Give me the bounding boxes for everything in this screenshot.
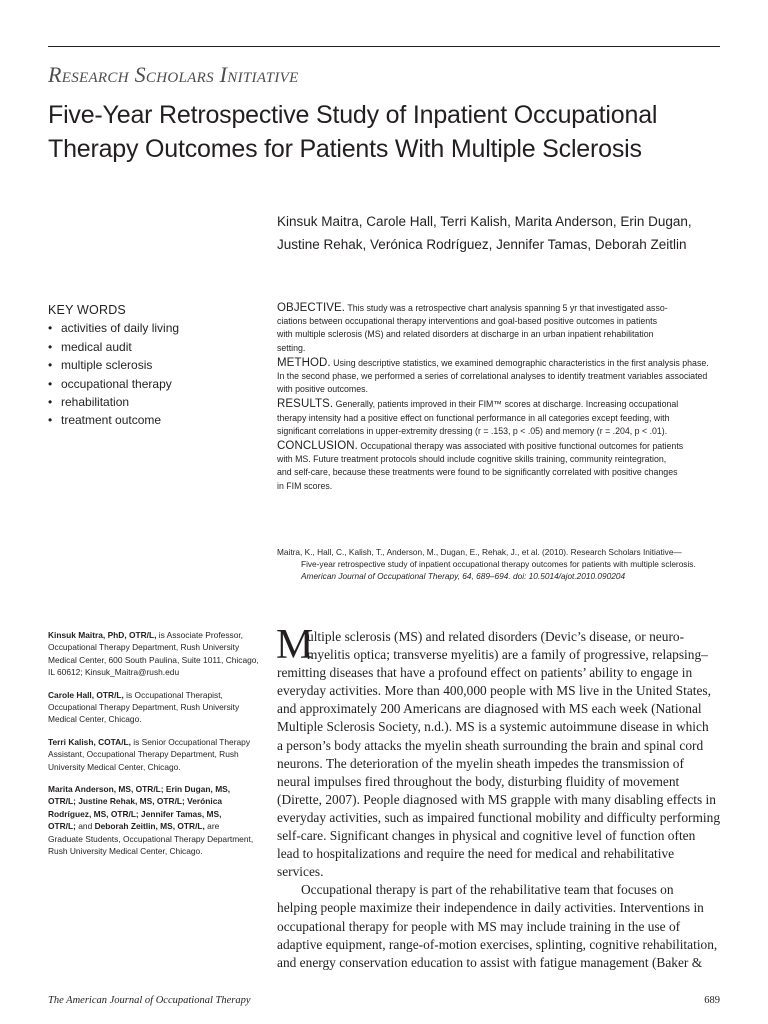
conclusion-text: Occupational therapy was associated with positive functional outcomes for patients — [357, 441, 684, 452]
affiliation-name: Kinsuk Maitra, PhD, OTR/L, — [48, 630, 157, 640]
affiliation-name: OTR/L; — [48, 821, 76, 832]
abstract-line: ciations between occupational therapy interventions and goal-based positive outcomes in patients — [277, 316, 657, 327]
abstract-results — [277, 398, 720, 438]
affiliation-hall — [48, 689, 276, 726]
keyword-item — [48, 411, 258, 429]
affiliation-text: is Occupational Therapist, — [123, 689, 223, 700]
affiliation-text: is Senior Occupational Therapy — [130, 736, 251, 747]
citation-line: American Journal of Occupational Therapy, 64, 689–694. doi: 10.5014/ajot.2010.090204 — [301, 571, 626, 582]
affiliation-line: University Medical Center, Chicago. — [48, 761, 181, 772]
abstract-line: with MS. Future treatment protocols should include cognitive skills training, community reintegration, — [277, 454, 667, 465]
abstract-line — [277, 302, 720, 315]
body-line: a person’s body attacks the myelin sheath surrounding the brain and spinal cord — [277, 737, 704, 753]
method-text: Using descriptive statistics, we examined demographic characteristics in the first analysis phase. — [330, 357, 709, 368]
author-line: Kinsuk Maitra, Carole Hall, Terri Kalish, Marita Anderson, Erin Dugan, — [277, 214, 692, 229]
body-line: neurons. The deterioration of the myelin sheath impedes the transmission of — [277, 755, 684, 771]
keyword-item — [48, 393, 258, 411]
method-lead: METHOD. — [277, 356, 331, 369]
affiliation-text: are — [204, 821, 220, 832]
body-line: services. — [277, 864, 324, 880]
keyword-item — [48, 338, 258, 356]
affiliation-line: IL 60612; Kinsuk_Maitra@rush.edu — [48, 667, 180, 678]
bullet-icon: • — [48, 358, 53, 373]
author-line: Justine Rehak, Verónica Rodríguez, Jennifer Tamas, Deborah Zeitlin — [277, 237, 687, 252]
footer-journal-name: The American Journal of Occupational Therapy — [48, 995, 251, 1006]
keyword-text: treatment outcome — [61, 413, 162, 428]
abstract-objective — [277, 302, 720, 355]
body-line: Occupational therapy is part of the rehabilitative team that focuses on — [301, 882, 674, 898]
abstract-line: in FIM scores. — [277, 480, 333, 491]
affiliation-line — [48, 629, 276, 641]
affiliation-line — [48, 808, 276, 820]
keywords-list — [48, 319, 258, 429]
affiliation-name: Rodríguez, MS, OTR/L; Jennifer Tamas, MS, — [48, 808, 222, 819]
author-list — [277, 210, 737, 256]
affiliation-and: and — [75, 821, 95, 832]
body-line: myelitis optica; transverse myelitis) are a family of progressive, relapsing– — [307, 647, 708, 663]
affiliation-name: Marita Anderson, MS, OTR/L; Erin Dugan, MS, — [48, 784, 231, 795]
affiliation-name: Deborah Zeitlin, MS, OTR/L, — [94, 821, 205, 832]
body-line: and approximately 200 Americans are diagnosed with MS each week (National — [277, 701, 702, 717]
body-line: lead to hospitalizations and require the need for medical and rehabilitative — [277, 846, 675, 862]
affiliation-line: Rush University Medical Center, Chicago. — [48, 846, 203, 857]
affiliation-text: is Associate Professor, — [156, 630, 244, 640]
affiliation-name: OTR/L; Justine Rehak, MS, OTR/L; Verónica — [48, 796, 223, 807]
body-text — [276, 622, 721, 972]
affiliation-line — [48, 689, 276, 701]
series-heading: Research Scholars Initiative — [48, 62, 299, 87]
keywords-box — [48, 301, 258, 430]
affiliation-line: Assistant, Occupational Therapy Department, Rush — [48, 749, 239, 760]
affiliation-line: Occupational Therapy Department, Rush University — [48, 702, 240, 713]
keyword-text: activities of daily living — [61, 321, 180, 336]
affiliation-maitra — [48, 629, 276, 679]
keyword-text: occupational therapy — [61, 376, 172, 391]
affiliation-line — [48, 783, 276, 795]
affiliation-name: Carole Hall, OTR/L, — [48, 689, 124, 700]
abstract-line: and self-care, because these treatments were found to be significantly correlated with positive changes — [277, 467, 678, 478]
affiliation-line — [48, 820, 276, 832]
abstract-method — [277, 357, 720, 397]
bullet-icon: • — [48, 339, 53, 354]
keyword-text: multiple sclerosis — [61, 358, 153, 373]
abstract-line: significant correlations in upper-extremity dressing (r = .153, p < .05) and memory (r = .204, p < .01). — [277, 425, 668, 436]
affiliation-kalish — [48, 736, 276, 773]
abstract-line — [277, 357, 720, 370]
keyword-item — [48, 356, 258, 374]
body-line: self-care. Significant changes in physical and cognitive level of function often — [277, 828, 696, 844]
affiliation-line: Medical Center, Chicago. — [48, 714, 142, 725]
title-line: Therapy Outcomes for Patients With Multiple Sclerosis — [48, 135, 642, 163]
title-line: Five-Year Retrospective Study of Inpatient Occupational — [48, 101, 658, 129]
body-line: and energy conservation education to assist with fatigue management (Baker & — [277, 954, 703, 970]
citation-line: Maitra, K., Hall, C., Kalish, T., Anderson, M., Dugan, E., Rehak, J., et al. (2010). Research Scholars Initiative— — [277, 547, 682, 557]
abstract — [277, 302, 720, 495]
bullet-icon: • — [48, 321, 53, 336]
body-line: Multiple Sclerosis Society, n.d.). MS is a systemic autoimmune disease in which — [277, 719, 709, 735]
citation-line: Five-year retrospective study of inpatient occupational therapy outcomes for patients with multiple sclerosis. — [301, 559, 696, 570]
abstract-line: therapy intensity had a positive effect on functional performance in all categories except feeding, with — [277, 412, 670, 423]
abstract-line: with positive outcomes. — [277, 384, 368, 395]
keyword-text: rehabilitation — [61, 395, 130, 410]
conclusion-lead: CONCLUSION. — [277, 440, 358, 453]
abstract-line: setting. — [277, 342, 306, 353]
drop-cap: M — [276, 622, 314, 668]
affiliation-line — [48, 795, 276, 807]
author-affiliations — [48, 629, 276, 868]
bullet-icon: • — [48, 395, 53, 410]
keyword-text: medical audit — [61, 339, 132, 354]
abstract-line: In the second phase, we performed a series of correlational analyses to identify treatment variables associated — [277, 371, 708, 382]
top-rule — [48, 46, 720, 47]
keywords-heading: KEY WORDS — [48, 303, 126, 317]
bullet-icon: • — [48, 413, 53, 428]
body-line: everyday activities. More than 400,000 people with MS live in the United States, — [277, 683, 711, 699]
objective-lead: OBJECTIVE. — [277, 302, 346, 314]
body-line: adaptive equipment, range-of-motion exercises, splinting, cognitive rehabilitation, — [277, 936, 718, 952]
results-lead: RESULTS. — [277, 398, 334, 411]
affiliation-line: Occupational Therapy Department, Rush University — [48, 642, 240, 653]
keyword-item — [48, 375, 258, 393]
affiliation-line: Graduate Students, Occupational Therapy Department, — [48, 833, 254, 844]
body-line: ultiple sclerosis (MS) and related disorders (Devic’s disease, or neuro- — [307, 629, 685, 644]
abstract-line: with multiple sclerosis (MS) and related disorders at discharge in an urban inpatient rehabilitation — [277, 329, 654, 340]
abstract-line — [277, 398, 720, 411]
affiliation-line: Medical Center, 600 South Paulina, Suite 1011, Chicago, — [48, 654, 259, 665]
body-line: everyday activities, such as impaired functional mobility and difficulty performing — [277, 809, 721, 825]
body-line: neural impulses fired throughout the body, disturbing fluidity of movement — [277, 773, 680, 789]
body-line: helping people maximize their independence in daily activities. Interventions in — [277, 900, 704, 916]
objective-text: This study was a retrospective chart analysis spanning 5 yr that investigated asso- — [345, 303, 668, 313]
body-line: (Dirette, 2007). People diagnosed with MS grapple with many disabling effects in — [277, 791, 716, 807]
affiliation-students — [48, 783, 276, 857]
abstract-conclusion — [277, 440, 720, 493]
keyword-item — [48, 319, 258, 337]
body-line: occupational therapy for people with MS may include training in the use of — [277, 918, 681, 934]
body-line: remitting diseases that have a profound effect on patients’ ability to engage in — [277, 665, 693, 681]
citation-block — [277, 546, 720, 583]
affiliation-name: Terri Kalish, COTA/L, — [48, 736, 131, 747]
page-number: 689 — [704, 995, 720, 1006]
abstract-line — [277, 440, 720, 453]
affiliation-line — [48, 736, 276, 748]
article-title — [48, 98, 728, 166]
bullet-icon: • — [48, 376, 53, 391]
results-text: Generally, patients improved in their FIM™ scores at discharge. Increasing occupational — [333, 399, 679, 410]
